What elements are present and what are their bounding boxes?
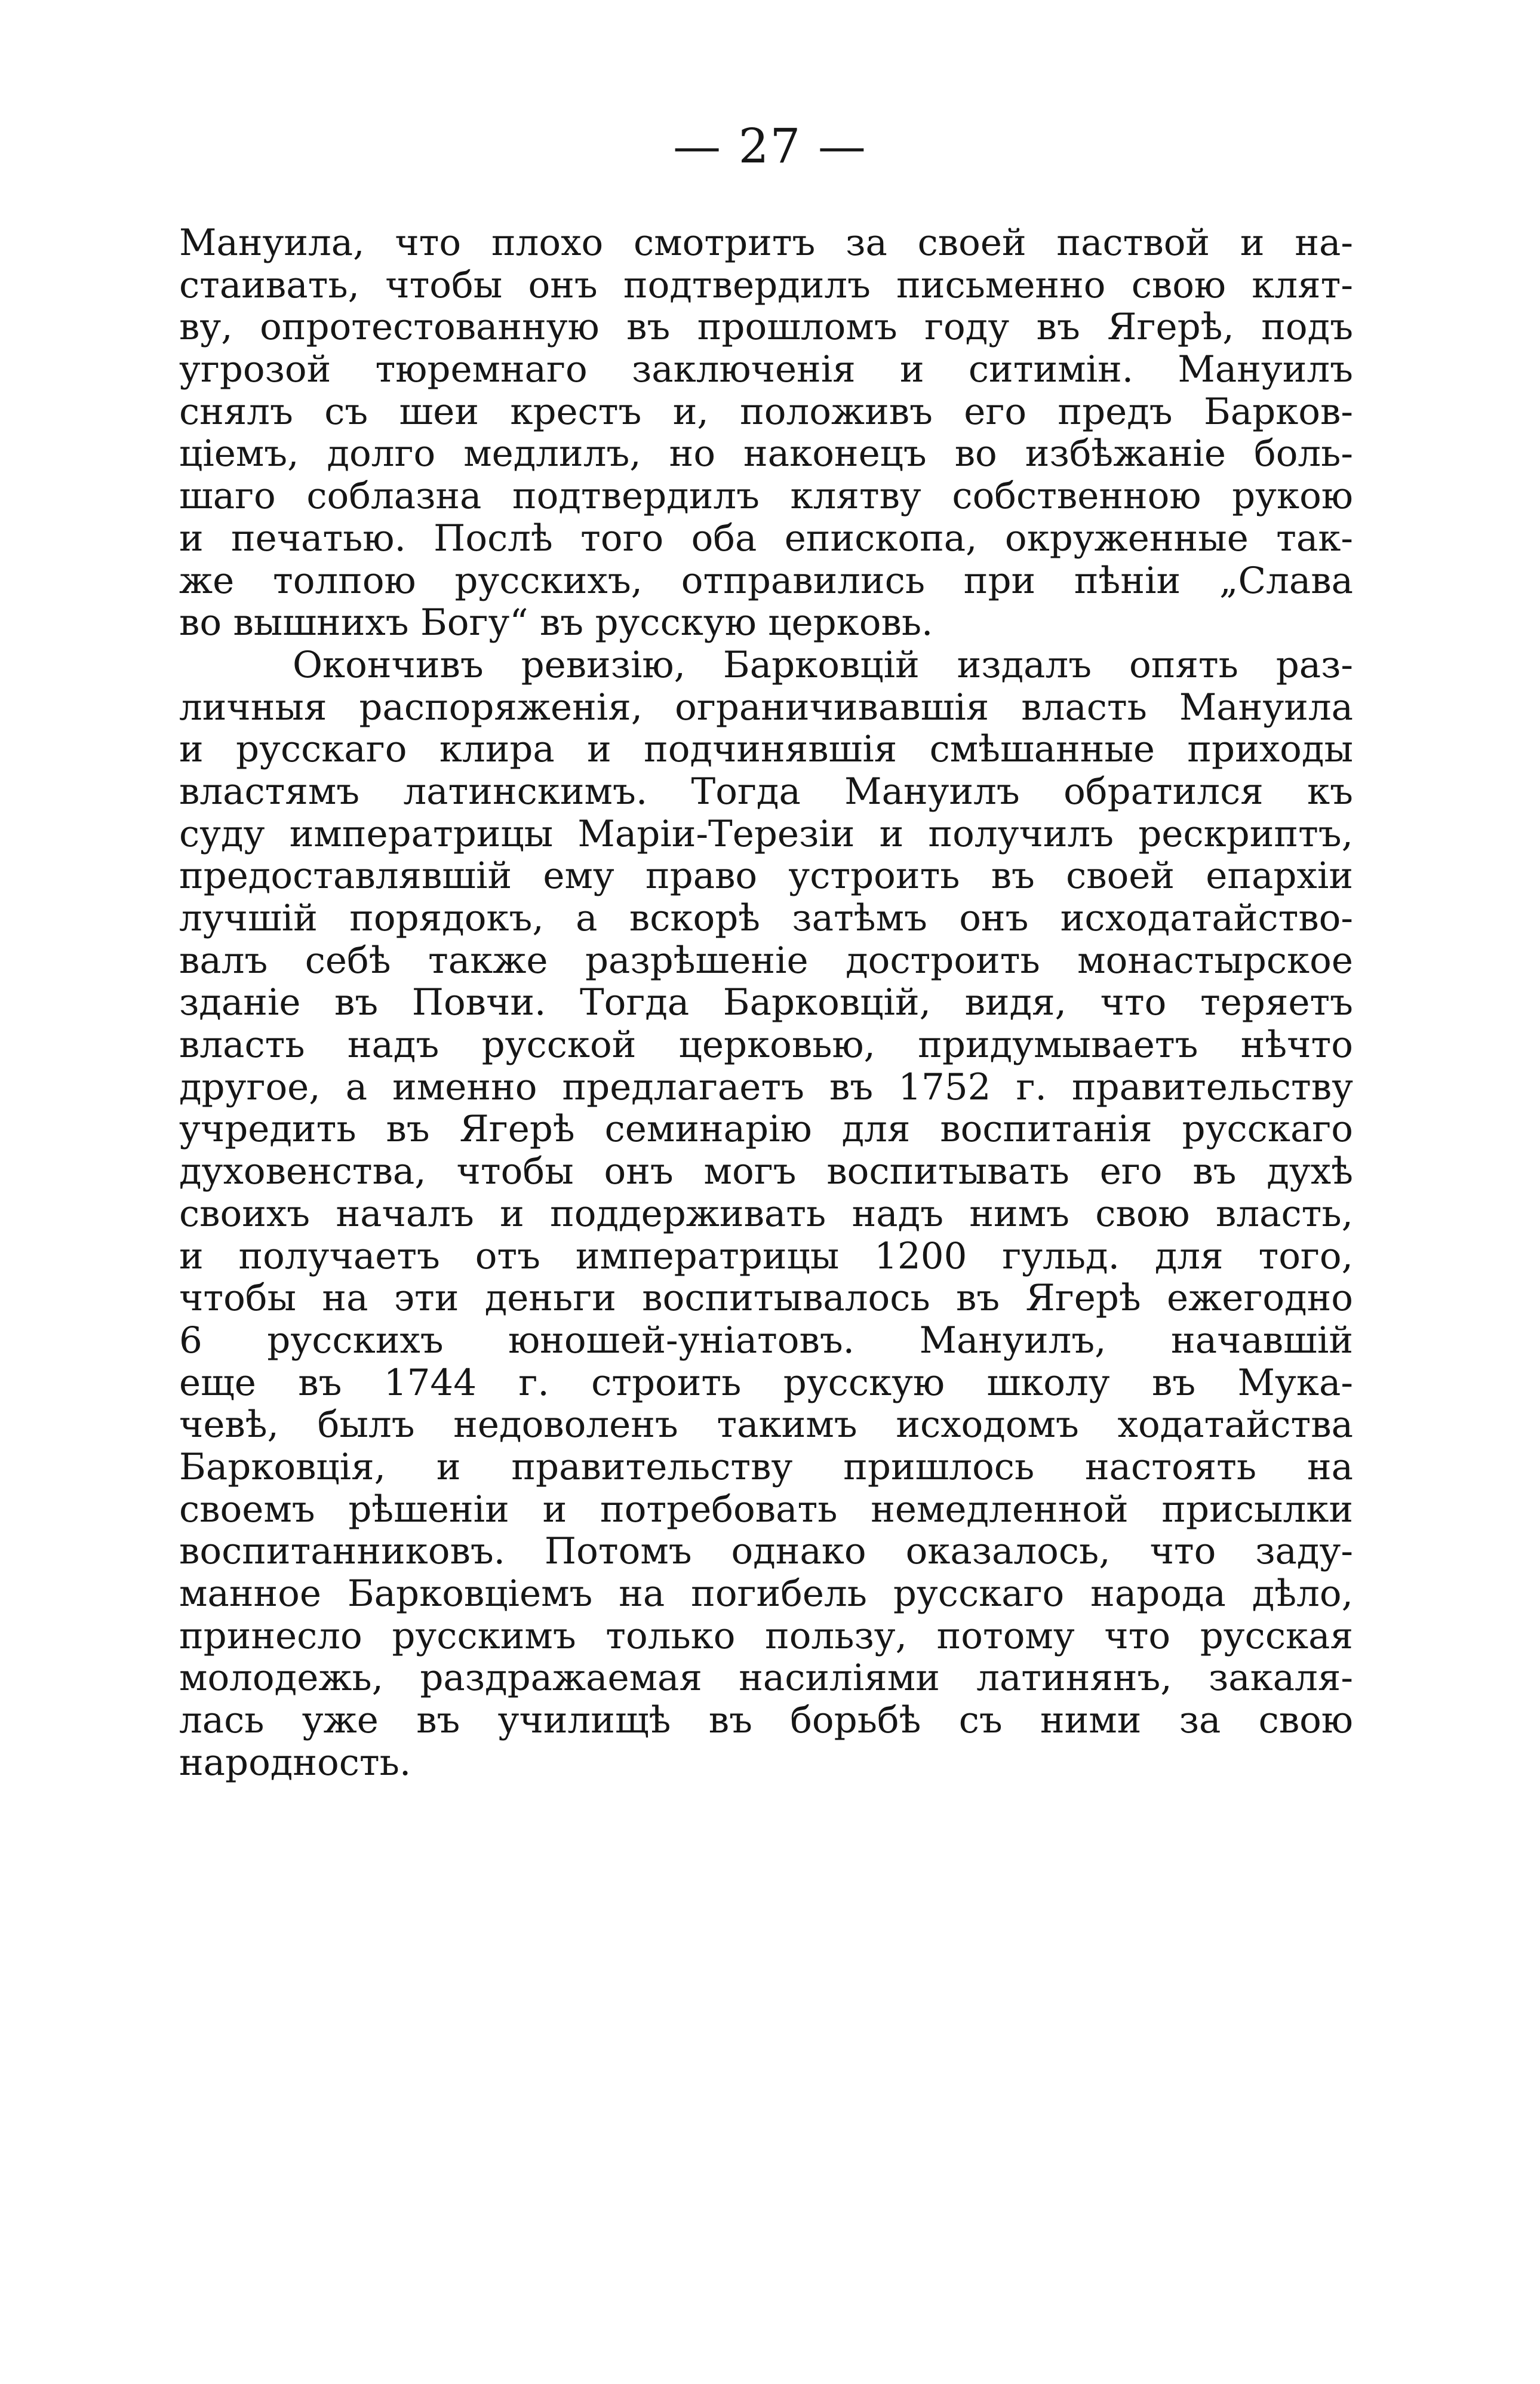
- text-line: во вышнихъ Богу“ въ русскую церковь.: [179, 602, 933, 644]
- text-line: духовенства, чтобы онъ могъ воспитывать его въ духѣ: [179, 1151, 1353, 1193]
- text-line: власть надъ русской церковью, придумываетъ нѣчто: [179, 1024, 1353, 1067]
- body-text: [179, 222, 1353, 1784]
- text-line: другое, а именно предлагаетъ въ 1752 г. правительству: [179, 1066, 1353, 1108]
- text-line: Окончивъ ревизію, Барковцій издалъ опять раз-: [293, 644, 1353, 686]
- text-line: Барковція, и правительству пришлось настоять на: [179, 1446, 1353, 1488]
- paragraph-1: [179, 222, 1353, 644]
- text-line: властямъ латинскимъ. Тогда Мануилъ обратился къ: [179, 770, 1353, 813]
- text-line: принесло русскимъ только пользу, потому что русская: [179, 1615, 1353, 1657]
- text-line: чевѣ, былъ недоволенъ такимъ исходомъ ходатайства: [179, 1404, 1353, 1446]
- text-line: шаго соблазна подтвердилъ клятву собственною рукою: [179, 475, 1353, 518]
- text-line: Мануила, что плохо смотритъ за своей паствой и на-: [179, 222, 1353, 264]
- text-line: личныя распоряженія, ограничивавшія власть Мануила: [179, 686, 1353, 729]
- text-line: своемъ рѣшеніи и потребовать немедленной присылки: [179, 1488, 1353, 1531]
- text-line: лась уже въ училищѣ въ борьбѣ съ ними за свою: [179, 1700, 1353, 1742]
- text-line: еще въ 1744 г. строить русскую школу въ Мука-: [179, 1362, 1353, 1404]
- page-number: — 27 —: [673, 118, 867, 174]
- text-line: предоставлявшій ему право устроить въ своей епархіи: [179, 855, 1353, 898]
- text-line: 6 русскихъ юношей-уніатовъ. Мануилъ, начавшій: [179, 1319, 1353, 1362]
- text-line: стаивать, чтобы онъ подтвердилъ письменно свою клят-: [179, 264, 1353, 306]
- text-line: воспитанниковъ. Потомъ однако оказалось, что заду-: [179, 1531, 1353, 1573]
- text-line: суду императрицы Маріи-Терезіи и получилъ рескриптъ,: [179, 813, 1353, 855]
- text-line: снялъ съ шеи крестъ и, положивъ его предъ Барков-: [179, 391, 1353, 433]
- text-line: народность.: [179, 1741, 411, 1784]
- text-line: ціемъ, долго медлилъ, но наконецъ во избѣжаніе боль-: [179, 433, 1353, 475]
- text-line: своихъ началъ и поддерживать надъ нимъ свою власть,: [179, 1193, 1353, 1235]
- text-line: валъ себѣ также разрѣшеніе достроить монастырское: [179, 939, 1353, 982]
- text-line: ву, опротестованную въ прошломъ году въ Ягерѣ, подъ: [179, 306, 1353, 349]
- text-line: угрозой тюремнаго заключенія и ситимін. Мануилъ: [179, 349, 1353, 391]
- text-line: же толпою русскихъ, отправились при пѣніи „Слава: [179, 560, 1353, 602]
- text-line: и получаетъ отъ императрицы 1200 гульд. для того,: [179, 1235, 1353, 1277]
- text-line: манное Барковціемъ на погибель русскаго народа дѣло,: [179, 1573, 1353, 1615]
- text-line: зданіе въ Повчи. Тогда Барковцій, видя, что теряетъ: [179, 982, 1353, 1024]
- text-line: и русскаго клира и подчинявшія смѣшанные приходы: [179, 729, 1353, 771]
- text-line: молодежь, раздражаемая насиліями латинянъ, закаля-: [179, 1657, 1353, 1700]
- text-line: и печатью. Послѣ того оба епископа, окруженные так-: [179, 517, 1353, 560]
- text-line: чтобы на эти деньги воспитывалось въ Ягерѣ ежегодно: [179, 1277, 1353, 1320]
- text-line: учредить въ Ягерѣ семинарію для воспитанія русскаго: [179, 1108, 1353, 1151]
- paragraph-2: [179, 644, 1353, 1784]
- text-line: лучшій порядокъ, а вскорѣ затѣмъ онъ исходатайство-: [179, 898, 1353, 939]
